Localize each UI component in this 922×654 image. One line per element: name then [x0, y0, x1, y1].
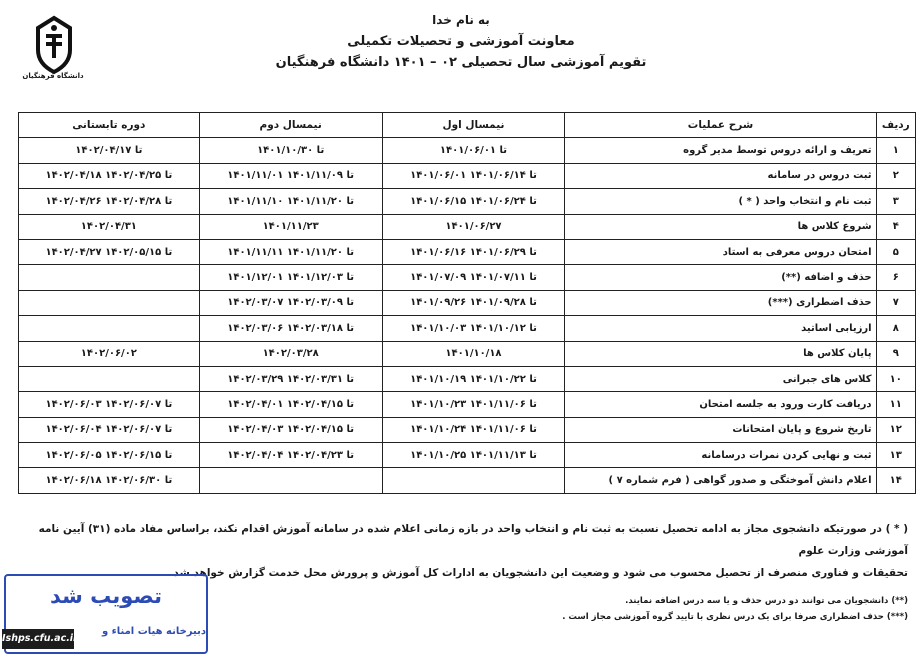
header-sem2: نیمسال دوم: [199, 113, 382, 138]
university-logo-icon: [32, 14, 76, 76]
cell-summer: ۱۴۰۲/۰۴/۲۷ تا ۱۴۰۲/۰۵/۱۵: [19, 239, 200, 264]
table-row: [19, 468, 916, 493]
cell-summer: [19, 316, 200, 341]
cell-sem2: ۱۴۰۲/۰۴/۰۳ تا ۱۴۰۲/۰۴/۱۵: [199, 417, 382, 442]
cell-desc: ثبت دروس در سامانه: [565, 163, 876, 188]
header-sem1: نیمسال اول: [382, 113, 565, 138]
cell-num: ۸: [876, 316, 915, 341]
cell-summer: ۱۴۰۲/۰۴/۱۸ تا ۱۴۰۲/۰۴/۲۵: [19, 163, 200, 188]
cell-num: ۷: [876, 290, 915, 315]
table-row: [19, 392, 916, 417]
table-row: [19, 239, 916, 264]
cell-desc: تعریف و ارائه دروس توسط مدیر گروه: [565, 138, 876, 163]
cell-desc: پایان کلاس ها: [565, 341, 876, 366]
cell-num: ۱۲: [876, 417, 915, 442]
cell-num: ۴: [876, 214, 915, 239]
cell-sem1: ۱۴۰۱/۰۶/۰۱ تا ۱۴۰۱/۰۶/۱۴: [382, 163, 565, 188]
cell-summer: تا ۱۴۰۲/۰۴/۱۷: [19, 138, 200, 163]
cell-num: ۲: [876, 163, 915, 188]
cell-sem1: ۱۴۰۱/۰۷/۰۹ تا ۱۴۰۱/۰۷/۱۱: [382, 265, 565, 290]
department-title: معاونت آموزشی و تحصیلات تکمیلی: [347, 34, 575, 49]
cell-desc: شروع کلاس ها: [565, 214, 876, 239]
cell-desc: ثبت نام و انتخاب واحد ( * ): [565, 189, 876, 214]
cell-desc: حذف و اضافه (**): [565, 265, 876, 290]
header-num: ردیف: [876, 113, 915, 138]
academic-calendar-table: [18, 112, 916, 494]
cell-sem1: ۱۴۰۱/۱۰/۰۳ تا ۱۴۰۱/۱۰/۱۲: [382, 316, 565, 341]
cell-sem2: ۱۴۰۱/۱۱/۱۰ تا ۱۴۰۱/۱۱/۲۰: [199, 189, 382, 214]
table-row: [19, 265, 916, 290]
cell-sem1: ۱۴۰۱/۱۰/۲۵ تا ۱۴۰۱/۱۱/۱۳: [382, 443, 565, 468]
note-triple-asterisk: (***) حذف اضطراری صرفا برای یک درس نظری با تایید گروه آموزشی مجاز است .: [562, 612, 908, 622]
table-row: [19, 189, 916, 214]
bismillah: به نام خدا: [432, 13, 490, 27]
cell-num: ۱۴: [876, 468, 915, 493]
cell-summer: ۱۴۰۲/۰۶/۰۴ تا ۱۴۰۲/۰۶/۰۷: [19, 417, 200, 442]
cell-summer: ۱۴۰۲/۰۴/۲۶ تا ۱۴۰۲/۰۴/۲۸: [19, 189, 200, 214]
note-double-asterisk: (**) دانشجویان می توانند دو درس حذف و یا سه درس اضافه نمایند.: [625, 596, 908, 606]
cell-sem2: ۱۴۰۲/۰۳/۰۷ تا ۱۴۰۲/۰۳/۰۹: [199, 290, 382, 315]
cell-sem1: ۱۴۰۱/۱۰/۲۴ تا ۱۴۰۱/۱۱/۰۶: [382, 417, 565, 442]
table-row: [19, 138, 916, 163]
table-row: [19, 443, 916, 468]
cell-sem1: تا ۱۴۰۱/۰۶/۰۱: [382, 138, 565, 163]
cell-summer: ۱۴۰۲/۰۴/۳۱: [19, 214, 200, 239]
stamp-title: تصویب شد: [50, 584, 162, 608]
cell-num: ۱۳: [876, 443, 915, 468]
cell-sem1: ۱۴۰۱/۱۰/۲۳ تا ۱۴۰۱/۱۱/۰۶: [382, 392, 565, 417]
cell-summer: ۱۴۰۲/۰۶/۰۲: [19, 341, 200, 366]
cell-sem2: ۱۴۰۲/۰۳/۰۶ تا ۱۴۰۲/۰۳/۱۸: [199, 316, 382, 341]
cell-sem1: ۱۴۰۱/۰۶/۲۷: [382, 214, 565, 239]
cell-sem1: ۱۴۰۱/۰۶/۱۶ تا ۱۴۰۱/۰۶/۲۹: [382, 239, 565, 264]
cell-summer: [19, 366, 200, 391]
cell-desc: اعلام دانش آموختگی و صدور گواهی ( فرم شماره ۷ ): [565, 468, 876, 493]
table-row: [19, 316, 916, 341]
cell-sem1: ۱۴۰۱/۱۰/۱۹ تا ۱۴۰۱/۱۰/۲۲: [382, 366, 565, 391]
cell-num: ۹: [876, 341, 915, 366]
header-summer: دوره تابستانی: [19, 113, 200, 138]
table-row: [19, 214, 916, 239]
cell-summer: ۱۴۰۲/۰۶/۱۸ تا ۱۴۰۲/۰۶/۳۰: [19, 468, 200, 493]
stamp-subtitle: دبیرخانه هیات امناء و: [101, 626, 206, 637]
cell-desc: تاریخ شروع و پایان امتحانات: [565, 417, 876, 442]
cell-sem2: ۱۴۰۱/۱۱/۱۱ تا ۱۴۰۱/۱۱/۲۰: [199, 239, 382, 264]
cell-sem2: تا ۱۴۰۱/۱۰/۳۰: [199, 138, 382, 163]
cell-sem2: [199, 468, 382, 493]
cell-summer: [19, 265, 200, 290]
cell-summer: [19, 290, 200, 315]
table-row: [19, 341, 916, 366]
logo-caption: دانشگاه فرهنگیان: [22, 72, 84, 80]
calendar-title: تقویم آموزشی سال تحصیلی ۰۲ – ۱۴۰۱ دانشگاه فرهنگیان: [275, 55, 647, 70]
cell-desc: دریافت کارت ورود به جلسه امتحان: [565, 392, 876, 417]
cell-sem2: ۱۴۰۲/۰۳/۲۹ تا ۱۴۰۲/۰۳/۳۱: [199, 366, 382, 391]
cell-desc: امتحان دروس معرفی به استاد: [565, 239, 876, 264]
cell-desc: کلاس های جبرانی: [565, 366, 876, 391]
cell-sem2: ۱۴۰۲/۰۳/۲۸: [199, 341, 382, 366]
cell-summer: ۱۴۰۲/۰۶/۰۵ تا ۱۴۰۲/۰۶/۱۵: [19, 443, 200, 468]
table-row: [19, 163, 916, 188]
table-row: [19, 366, 916, 391]
cell-desc: حذف اضطراری (***): [565, 290, 876, 315]
cell-num: ۶: [876, 265, 915, 290]
note-asterisk-line2: تحقیقات و فناوری منصرف از تحصیل محسوب می شود و وضعیت این دانشجویان به ادارات کل آموزش و پرورش محل خدمت گزارش خواهد شد.: [169, 567, 908, 579]
cell-sem1: ۱۴۰۱/۰۶/۱۵ تا ۱۴۰۱/۰۶/۲۴: [382, 189, 565, 214]
cell-desc: ثبت و نهایی کردن نمرات درسامانه: [565, 443, 876, 468]
cell-summer: ۱۴۰۲/۰۶/۰۳ تا ۱۴۰۲/۰۶/۰۷: [19, 392, 200, 417]
cell-num: ۱۰: [876, 366, 915, 391]
table-row: [19, 417, 916, 442]
cell-num: ۱: [876, 138, 915, 163]
note-asterisk-line1: ( * ) در صورتیکه دانشجوی مجاز به ادامه تحصیل نسبت به ثبت نام و انتخاب واحد در بازه زمانی اعلام شده در سامانه آموزش اقدام نکند، براساس مفاد ماده (۳۱) آیین نامه آموزشی وزارت علوم: [38, 523, 908, 557]
cell-sem2: ۱۴۰۲/۰۴/۰۱ تا ۱۴۰۲/۰۴/۱۵: [199, 392, 382, 417]
site-watermark: Ishps.cfu.ac.ir: [2, 629, 74, 649]
cell-sem2: ۱۴۰۲/۰۴/۰۴ تا ۱۴۰۲/۰۴/۲۳: [199, 443, 382, 468]
cell-sem2: ۱۴۰۱/۱۱/۰۱ تا ۱۴۰۱/۱۱/۰۹: [199, 163, 382, 188]
table-row: [19, 290, 916, 315]
cell-sem1: [382, 468, 565, 493]
cell-num: ۳: [876, 189, 915, 214]
cell-sem1: ۱۴۰۱/۱۰/۱۸: [382, 341, 565, 366]
cell-num: ۵: [876, 239, 915, 264]
cell-sem1: ۱۴۰۱/۰۹/۲۶ تا ۱۴۰۱/۰۹/۲۸: [382, 290, 565, 315]
table-header-row: [19, 113, 916, 138]
cell-sem2: ۱۴۰۱/۱۲/۰۱ تا ۱۴۰۱/۱۲/۰۳: [199, 265, 382, 290]
cell-desc: ارزیابی اساتید: [565, 316, 876, 341]
document-header: [0, 10, 922, 73]
cell-num: ۱۱: [876, 392, 915, 417]
cell-sem2: ۱۴۰۱/۱۱/۲۳: [199, 214, 382, 239]
header-desc: شرح عملیات: [565, 113, 876, 138]
